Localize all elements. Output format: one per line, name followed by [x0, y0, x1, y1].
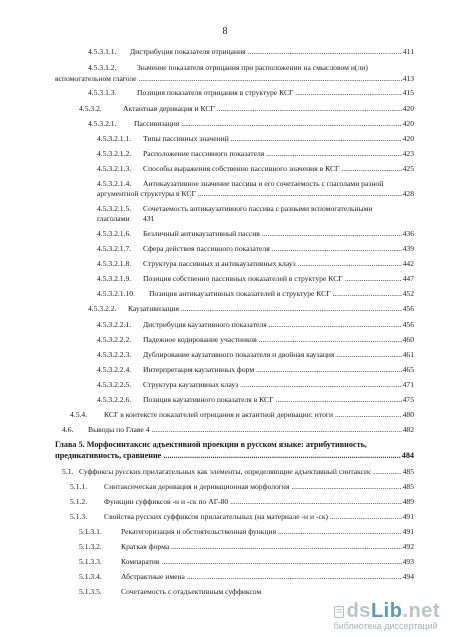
- toc-entry-number: 5.1.2.: [70, 497, 88, 506]
- toc-entry-page: 420: [402, 104, 414, 113]
- toc-entry-number: 4.5.3.2.2.4.: [97, 365, 132, 374]
- toc-entry-title: Способы выражения собственно пассивного значения в КСГ .....: [143, 164, 412, 173]
- toc-entry-page: 491: [402, 527, 414, 536]
- toc-entry-number: 4.5.3.1.3.: [88, 88, 117, 97]
- watermark-subtitle: библиотека диссертаций: [333, 621, 438, 631]
- toc-entry-title: Дублирование каузативного показателя и двойная каузация .....: [143, 350, 412, 359]
- toc-entry-number: 4.5.3.2.1.1.: [97, 134, 132, 143]
- toc-entry-title: Позиция собственно пассивных показателей в структуре КСГ .....: [143, 274, 412, 283]
- chapter-page: 484: [401, 451, 414, 460]
- toc-entry-title: Типы пассивных значений .....: [143, 134, 412, 143]
- toc-entry-number: 5.1.3.5.: [79, 587, 102, 596]
- toc-entry-page: 485: [402, 467, 414, 476]
- toc-entry-number: 4.6.: [62, 425, 74, 434]
- toc-entry-page: 480: [402, 410, 414, 419]
- toc-entry-number: 4.5.3.1.2.: [88, 63, 117, 72]
- toc-entry-number: 4.5.3.2.2.3.: [97, 350, 132, 359]
- toc-entry-number: 4.5.3.2.2.2.: [97, 335, 132, 344]
- toc-entry-title-line2: вспомогательном глаголе .....: [55, 74, 412, 83]
- toc-entry-title: Компаратив .....: [121, 557, 412, 566]
- toc-entry-number: 4.5.3.2.2.6.: [97, 395, 132, 404]
- toc-entry-title: Суффиксы русских прилагательных как элементы, определяющие адъективный синтаксис .....: [79, 467, 412, 476]
- toc-entry-page: 460: [402, 335, 414, 344]
- toc-entry-page: 423: [402, 149, 414, 158]
- toc-entry-number: 4.5.3.2.1.4.: [97, 179, 132, 188]
- toc-entry-page: 492: [402, 542, 414, 551]
- toc-entry-title: Каузативизация .....: [128, 304, 412, 313]
- toc-entry-number: 4.5.3.2.1.: [88, 119, 117, 128]
- toc-entry-page: 493: [402, 557, 414, 566]
- toc-entry-title: Позиция каузативного показателя в КСГ .....: [143, 395, 412, 404]
- toc-entry-title: Структура пассивных и антикаузативных клауз .....: [143, 259, 412, 268]
- toc-entry-page: 447: [402, 274, 414, 283]
- toc-entry-number: 4.5.3.2.1.9.: [97, 274, 132, 283]
- toc-entry-title: Безличный антикаузативный пассив .....: [143, 229, 412, 238]
- toc-entry-title: Интерпретация каузативных форм .....: [143, 365, 412, 374]
- toc-entry-number: 4.5.3.2.2.: [88, 304, 117, 313]
- toc-entry-page: 439: [402, 244, 414, 253]
- toc-entry-title: Пассивизация .....: [134, 119, 412, 128]
- toc-entry-page: 489: [402, 497, 414, 506]
- toc-entry-page: 482: [402, 425, 414, 434]
- toc-entry-number: 5.1.1.: [70, 482, 88, 491]
- toc-entry-title: Падежное кодирование участников .....: [143, 335, 412, 344]
- toc-entry-page: 431: [143, 214, 155, 223]
- toc-entry-page: 465: [402, 365, 414, 374]
- toc-entry-page: 456: [402, 320, 414, 329]
- toc-entry-number: 5.1.3.4.: [79, 572, 102, 581]
- toc-entry-title: КСГ в контексте показателей отрицания и актантной деривации: итоги .....: [104, 410, 412, 419]
- toc-entry-title: Дистрибуция показателя отрицания .....: [130, 47, 412, 56]
- toc-entry-title: Актантная деривация и КСГ .....: [123, 104, 412, 113]
- toc-entry-number: 4.5.3.2.1.6.: [97, 229, 132, 238]
- watermark-brand-prefix: ds: [346, 600, 371, 622]
- toc-entry-page: 456: [402, 304, 414, 313]
- toc-entry-page: 452: [402, 289, 414, 298]
- toc-entry-page: 485: [402, 482, 414, 491]
- toc-entry-number: 5.1.3.: [70, 512, 88, 521]
- toc-entry-title: Рекатегоризация и обстоятельственная функция .....: [121, 527, 412, 536]
- toc-entry-page: 436: [402, 229, 414, 238]
- watermark-logo: [334, 600, 440, 623]
- toc-entry-title: Сфера действия пассивного показателя .....: [143, 244, 412, 253]
- toc-entry-number: 5.1.3.3.: [79, 557, 102, 566]
- toc-entry-title: Антикаузативное значение пассива и его сочетаемость с глаголами разной: [143, 179, 384, 188]
- toc-entry-number: 4.5.3.2.1.10.: [97, 289, 135, 298]
- dslib-watermark[interactable]: [334, 600, 440, 631]
- toc-entry-title: Позиция показателя отрицания в структуре КСГ .....: [137, 88, 412, 97]
- toc-entry-number: 4.5.3.2.: [79, 104, 102, 113]
- toc-entry-number: 4.5.3.2.1.7.: [97, 244, 132, 253]
- toc-entry-number: 5.1.: [62, 467, 74, 476]
- toc-entry-page: 461: [402, 350, 414, 359]
- watermark-brand-suffix: .net: [402, 600, 440, 622]
- toc-entry-title: Структура каузативных клауз .....: [143, 380, 412, 389]
- toc-entry-page: 411: [402, 47, 414, 56]
- toc-entry-title: Дистрибуция каузативного показателя .....: [143, 320, 412, 329]
- page-number: 8: [222, 26, 228, 37]
- toc-entry-title: Выводы по Главе 4 .....: [88, 425, 412, 434]
- toc-entry-page: 471: [402, 380, 414, 389]
- toc-entry-title-line2: аргументной структуры в КСГ .....: [97, 189, 412, 198]
- toc-entry-page: 420: [402, 119, 414, 128]
- toc-entry-title: Сочетаемость с отадъективным суффиксом: [121, 587, 262, 596]
- toc-entry-page: 494: [402, 572, 414, 581]
- toc-entry-number: 4.5.3.2.2.5.: [97, 380, 132, 389]
- toc-entry-title: Расположение пассивного показателя .....: [143, 149, 412, 158]
- toc-entry-number: 4.5.3.2.1.2.: [97, 149, 132, 158]
- toc-entry-number: 4.5.3.1.1.: [88, 47, 117, 56]
- toc-entry-title: Значение показателя отрицания при расположении на смысловом и(ли): [137, 63, 368, 72]
- toc-entry-title: Свойства русских суффиксов прилагательных (на материале -н и -ск) .....: [104, 512, 412, 521]
- toc-entry-title: Синтаксическая деривация и деривационная морфология .....: [104, 482, 412, 491]
- toc-entry-title-line2: глаголами: [97, 214, 130, 223]
- toc-entry-page: 442: [402, 259, 414, 268]
- toc-entry-page: 428: [402, 189, 414, 198]
- toc-entry-title: Позиция антикаузативных показателей в структуре КСГ .....: [149, 289, 412, 298]
- toc-entry-page: 425: [402, 164, 414, 173]
- toc-entry-page: 420: [402, 134, 414, 143]
- toc-entry-number: 4.5.3.2.2.1.: [97, 320, 132, 329]
- toc-entry-number: 4.5.3.2.1.5.: [97, 204, 132, 213]
- toc-entry-number: 5.1.3.2.: [79, 542, 102, 551]
- chapter-title: Глава 5. Морфосинтаксис адъективной проекции в русском языке: атрибутивность,: [55, 440, 367, 449]
- toc-entry-page: 415: [402, 88, 414, 97]
- toc-entry-page: 491: [402, 512, 414, 521]
- toc-entry-number: 4.5.4.: [70, 410, 88, 419]
- toc-entry-number: 4.5.3.2.1.8.: [97, 259, 132, 268]
- toc-entry-number: 4.5.3.2.1.3.: [97, 164, 132, 173]
- toc-entry-page: 475: [402, 395, 414, 404]
- toc-entry-title: Краткая форма .....: [121, 542, 412, 551]
- toc-entry-title: Функции суффиксов -н и -ск по АГ-80 .....: [104, 497, 412, 506]
- toc-entry-page: 413: [402, 74, 414, 83]
- toc-entry-title: Абстрактные имена .....: [121, 572, 412, 581]
- toc-entry-title: Сочетаемость антикаузативного пассива с разными вспомогательными: [143, 204, 373, 213]
- chapter-title-line2: предикативность, сравнение .....: [55, 451, 412, 460]
- toc-entry-number: 5.1.3.1.: [79, 527, 102, 536]
- watermark-brand-accent: Lib: [370, 600, 403, 622]
- book-icon: [334, 601, 344, 613]
